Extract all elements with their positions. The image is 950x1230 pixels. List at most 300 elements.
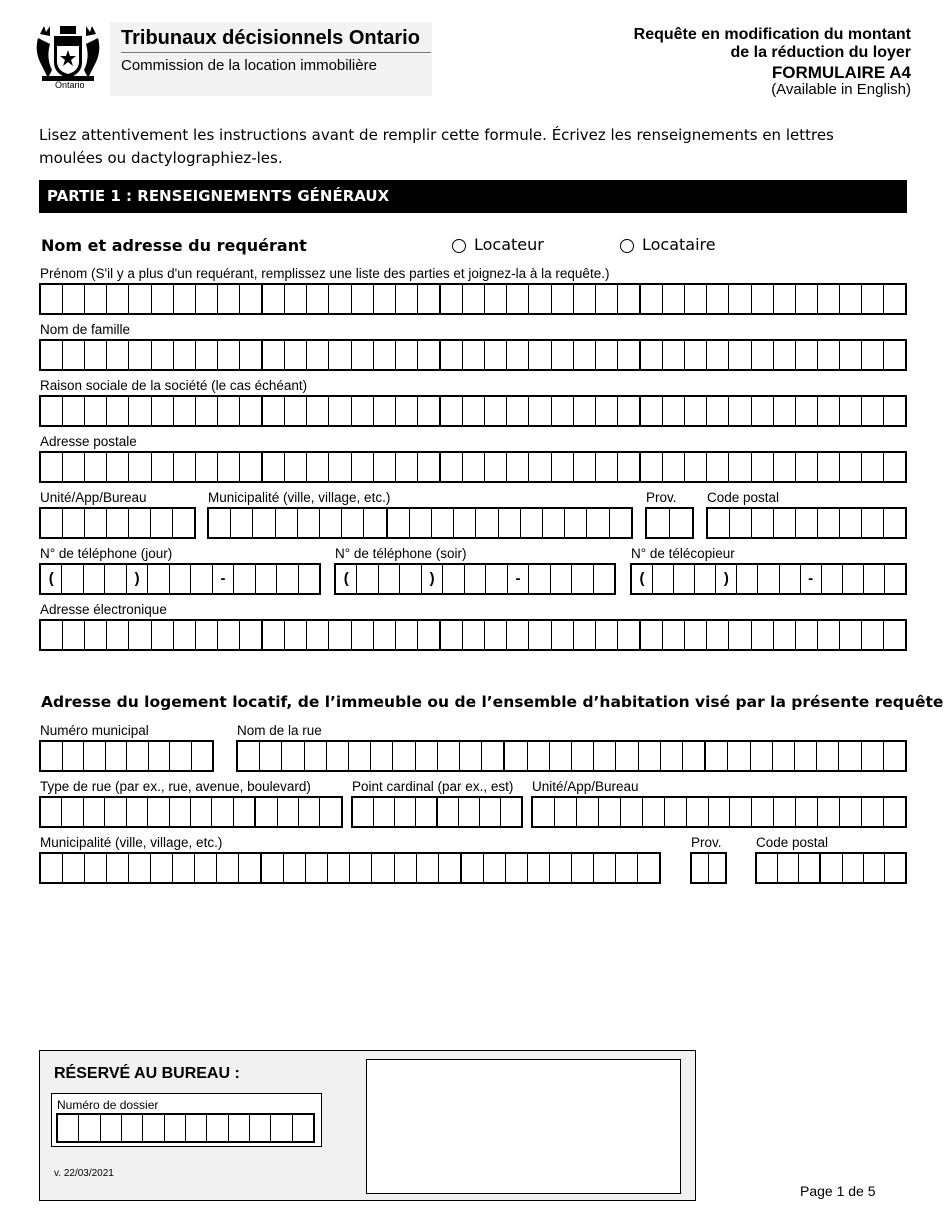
character-box[interactable] [352, 621, 374, 649]
character-box[interactable] [336, 565, 357, 593]
character-box[interactable] [62, 798, 83, 826]
character-box[interactable] [63, 341, 85, 369]
character-box[interactable] [285, 621, 307, 649]
character-box[interactable] [209, 509, 231, 537]
character-box[interactable] [127, 742, 149, 770]
character-box[interactable] [840, 397, 862, 425]
character-box[interactable] [63, 509, 85, 537]
character-box[interactable] [416, 742, 438, 770]
character-box[interactable] [552, 621, 574, 649]
character-box[interactable] [708, 509, 730, 537]
character-box[interactable] [349, 742, 371, 770]
character-box[interactable] [840, 453, 862, 481]
character-box[interactable] [256, 798, 277, 826]
fax-field[interactable] [630, 563, 907, 595]
character-box[interactable] [240, 621, 263, 649]
character-box[interactable] [594, 742, 616, 770]
character-box[interactable] [170, 798, 191, 826]
character-box[interactable] [418, 397, 441, 425]
character-box[interactable] [685, 285, 707, 313]
character-box[interactable] [885, 565, 905, 593]
character-box[interactable] [485, 341, 507, 369]
character-box[interactable] [152, 341, 174, 369]
character-box[interactable] [410, 509, 432, 537]
character-box[interactable] [621, 798, 643, 826]
character-box[interactable] [41, 798, 62, 826]
character-box[interactable] [730, 509, 752, 537]
character-box[interactable] [485, 397, 507, 425]
character-box[interactable] [752, 453, 774, 481]
character-box[interactable] [299, 565, 319, 593]
character-box[interactable] [379, 565, 400, 593]
character-box[interactable] [63, 854, 85, 882]
character-box[interactable] [85, 341, 107, 369]
character-box[interactable] [795, 742, 817, 770]
phone-day-field[interactable] [39, 563, 321, 595]
character-box[interactable] [683, 742, 706, 770]
character-box[interactable] [751, 742, 773, 770]
character-box[interactable] [884, 341, 905, 369]
character-box[interactable] [263, 285, 285, 313]
character-box[interactable] [416, 798, 438, 826]
character-box[interactable] [107, 341, 129, 369]
character-box[interactable] [400, 565, 421, 593]
character-box[interactable] [506, 854, 528, 882]
character-box[interactable] [462, 854, 484, 882]
character-box[interactable] [418, 341, 441, 369]
character-box[interactable] [393, 742, 415, 770]
character-box[interactable] [352, 453, 374, 481]
character-box[interactable] [240, 285, 263, 313]
character-box[interactable] [85, 509, 107, 537]
character-box[interactable] [307, 341, 329, 369]
street-number-field[interactable] [39, 740, 214, 772]
province-field[interactable] [645, 507, 694, 539]
character-box[interactable] [862, 621, 884, 649]
character-box[interactable] [459, 798, 480, 826]
character-box[interactable] [174, 285, 196, 313]
character-box[interactable] [238, 742, 260, 770]
character-box[interactable] [129, 621, 151, 649]
character-box[interactable] [501, 798, 521, 826]
character-box[interactable] [107, 285, 129, 313]
character-box[interactable] [707, 621, 729, 649]
character-box[interactable] [674, 565, 695, 593]
character-box[interactable] [105, 565, 126, 593]
character-box[interactable] [165, 1115, 186, 1141]
character-box[interactable] [529, 341, 551, 369]
character-box[interactable] [307, 285, 329, 313]
character-box[interactable] [565, 509, 587, 537]
character-box[interactable] [62, 565, 83, 593]
character-box[interactable] [729, 341, 751, 369]
character-box[interactable] [663, 453, 685, 481]
character-box[interactable] [505, 742, 527, 770]
character-box[interactable] [441, 341, 463, 369]
character-box[interactable] [396, 453, 418, 481]
character-box[interactable] [550, 854, 572, 882]
character-box[interactable] [352, 285, 374, 313]
character-box[interactable] [443, 565, 464, 593]
character-box[interactable] [822, 565, 843, 593]
character-box[interactable] [374, 397, 396, 425]
municipality-field[interactable] [207, 507, 633, 539]
character-box[interactable] [484, 854, 506, 882]
character-box[interactable] [250, 1115, 271, 1141]
character-box[interactable] [234, 798, 256, 826]
character-box[interactable] [774, 798, 796, 826]
character-box[interactable] [885, 854, 905, 882]
character-box[interactable] [218, 285, 240, 313]
character-box[interactable] [196, 285, 218, 313]
character-box[interactable] [463, 341, 485, 369]
character-box[interactable] [463, 621, 485, 649]
character-box[interactable] [107, 453, 129, 481]
character-box[interactable] [441, 397, 463, 425]
character-box[interactable] [552, 397, 574, 425]
character-box[interactable] [774, 285, 796, 313]
character-box[interactable] [352, 341, 374, 369]
character-box[interactable] [320, 798, 340, 826]
character-box[interactable] [152, 285, 174, 313]
character-box[interactable] [884, 397, 905, 425]
character-box[interactable] [840, 341, 862, 369]
character-box[interactable] [107, 509, 129, 537]
character-box[interactable] [41, 453, 63, 481]
character-box[interactable] [329, 285, 351, 313]
character-box[interactable] [529, 285, 551, 313]
character-box[interactable] [352, 397, 374, 425]
character-box[interactable] [84, 565, 105, 593]
character-box[interactable] [729, 621, 751, 649]
character-box[interactable] [641, 453, 663, 481]
character-box[interactable] [663, 621, 685, 649]
tenant-radio[interactable] [620, 239, 634, 253]
character-box[interactable] [821, 854, 842, 882]
character-box[interactable] [752, 285, 774, 313]
character-box[interactable] [107, 854, 129, 882]
character-box[interactable] [432, 509, 454, 537]
character-box[interactable] [293, 1115, 313, 1141]
character-box[interactable] [41, 397, 63, 425]
unit-field[interactable] [39, 507, 196, 539]
character-box[interactable] [148, 798, 169, 826]
character-box[interactable] [328, 854, 350, 882]
character-box[interactable] [796, 509, 818, 537]
character-box[interactable] [374, 285, 396, 313]
character-box[interactable] [587, 509, 609, 537]
character-box[interactable] [357, 565, 378, 593]
character-box[interactable] [329, 341, 351, 369]
character-box[interactable] [441, 621, 463, 649]
character-box[interactable] [396, 397, 418, 425]
character-box[interactable] [231, 509, 253, 537]
character-box[interactable] [618, 397, 641, 425]
character-box[interactable] [465, 565, 486, 593]
character-box[interactable] [661, 742, 683, 770]
character-box[interactable] [127, 565, 148, 593]
character-box[interactable] [174, 621, 196, 649]
character-box[interactable] [707, 397, 729, 425]
character-box[interactable] [533, 798, 555, 826]
character-box[interactable] [596, 453, 618, 481]
character-box[interactable] [395, 854, 417, 882]
character-box[interactable] [285, 285, 307, 313]
character-box[interactable] [818, 509, 840, 537]
character-box[interactable] [129, 854, 151, 882]
character-box[interactable] [596, 285, 618, 313]
character-box[interactable] [482, 742, 505, 770]
character-box[interactable] [529, 397, 551, 425]
character-box[interactable] [186, 1115, 207, 1141]
character-box[interactable] [543, 509, 565, 537]
character-box[interactable] [191, 798, 212, 826]
character-box[interactable] [463, 285, 485, 313]
mailing-address-field[interactable] [39, 451, 907, 483]
character-box[interactable] [152, 621, 174, 649]
character-box[interactable] [618, 621, 641, 649]
character-box[interactable] [864, 854, 885, 882]
character-box[interactable] [285, 397, 307, 425]
character-box[interactable] [695, 565, 716, 593]
character-box[interactable] [63, 397, 85, 425]
character-box[interactable] [552, 341, 574, 369]
character-box[interactable] [641, 341, 663, 369]
character-box[interactable] [685, 453, 707, 481]
character-box[interactable] [663, 341, 685, 369]
character-box[interactable] [618, 453, 641, 481]
character-box[interactable] [480, 798, 501, 826]
character-box[interactable] [129, 509, 151, 537]
character-box[interactable] [262, 854, 284, 882]
character-box[interactable] [796, 397, 818, 425]
character-box[interactable] [818, 285, 840, 313]
character-box[interactable] [707, 453, 729, 481]
character-box[interactable] [418, 285, 441, 313]
character-box[interactable] [577, 798, 599, 826]
character-box[interactable] [263, 397, 285, 425]
character-box[interactable] [106, 742, 128, 770]
character-box[interactable] [692, 854, 709, 882]
character-box[interactable] [63, 742, 85, 770]
character-box[interactable] [574, 453, 596, 481]
character-box[interactable] [388, 509, 410, 537]
character-box[interactable] [282, 742, 304, 770]
character-box[interactable] [218, 397, 240, 425]
character-box[interactable] [507, 453, 529, 481]
character-box[interactable] [285, 453, 307, 481]
character-box[interactable] [843, 854, 864, 882]
character-box[interactable] [507, 397, 529, 425]
character-box[interactable] [884, 285, 905, 313]
character-box[interactable] [143, 1115, 164, 1141]
character-box[interactable] [550, 742, 572, 770]
character-box[interactable] [687, 798, 709, 826]
character-box[interactable] [796, 341, 818, 369]
character-box[interactable] [374, 453, 396, 481]
character-box[interactable] [240, 453, 263, 481]
character-box[interactable] [263, 341, 285, 369]
character-box[interactable] [574, 621, 596, 649]
character-box[interactable] [174, 341, 196, 369]
rental-unit-field[interactable] [531, 796, 907, 828]
character-box[interactable] [418, 453, 441, 481]
character-box[interactable] [862, 453, 884, 481]
character-box[interactable] [85, 397, 107, 425]
character-box[interactable] [507, 285, 529, 313]
character-box[interactable] [596, 621, 618, 649]
character-box[interactable] [796, 285, 818, 313]
character-box[interactable] [207, 1115, 228, 1141]
character-box[interactable] [63, 285, 85, 313]
character-box[interactable] [58, 1115, 79, 1141]
character-box[interactable] [152, 453, 174, 481]
character-box[interactable] [422, 565, 443, 593]
character-box[interactable] [277, 565, 298, 593]
character-box[interactable] [507, 341, 529, 369]
character-box[interactable] [107, 621, 129, 649]
character-box[interactable] [299, 798, 320, 826]
character-box[interactable] [396, 285, 418, 313]
direction-field[interactable] [351, 796, 523, 828]
character-box[interactable] [594, 565, 614, 593]
character-box[interactable] [196, 397, 218, 425]
character-box[interactable] [706, 742, 728, 770]
character-box[interactable] [862, 341, 884, 369]
character-box[interactable] [818, 621, 840, 649]
character-box[interactable] [438, 742, 460, 770]
character-box[interactable] [454, 509, 476, 537]
landlord-radio[interactable] [452, 239, 466, 253]
character-box[interactable] [374, 621, 396, 649]
last-name-field[interactable] [39, 339, 907, 371]
character-box[interactable] [278, 798, 299, 826]
character-box[interactable] [218, 453, 240, 481]
character-box[interactable] [320, 509, 342, 537]
character-box[interactable] [307, 453, 329, 481]
character-box[interactable] [438, 798, 459, 826]
character-box[interactable] [774, 341, 796, 369]
character-box[interactable] [253, 509, 275, 537]
character-box[interactable] [329, 453, 351, 481]
company-name-field[interactable] [39, 395, 907, 427]
character-box[interactable] [884, 509, 905, 537]
character-box[interactable] [685, 397, 707, 425]
character-box[interactable] [616, 742, 638, 770]
character-box[interactable] [796, 798, 818, 826]
character-box[interactable] [638, 854, 659, 882]
character-box[interactable] [780, 565, 801, 593]
character-box[interactable] [149, 742, 171, 770]
character-box[interactable] [618, 341, 641, 369]
character-box[interactable] [342, 509, 364, 537]
character-box[interactable] [240, 341, 263, 369]
character-box[interactable] [528, 742, 550, 770]
character-box[interactable] [839, 742, 861, 770]
character-box[interactable] [84, 742, 106, 770]
character-box[interactable] [364, 509, 387, 537]
character-box[interactable] [572, 742, 594, 770]
character-box[interactable] [256, 565, 277, 593]
character-box[interactable] [552, 285, 574, 313]
character-box[interactable] [653, 565, 674, 593]
character-box[interactable] [196, 341, 218, 369]
character-box[interactable] [353, 798, 374, 826]
character-box[interactable] [460, 742, 482, 770]
character-box[interactable] [439, 854, 462, 882]
character-box[interactable] [298, 509, 320, 537]
rental-postal-code-field[interactable] [755, 852, 907, 884]
character-box[interactable] [101, 1115, 122, 1141]
character-box[interactable] [234, 565, 255, 593]
character-box[interactable] [217, 854, 239, 882]
character-box[interactable] [774, 621, 796, 649]
character-box[interactable] [276, 509, 298, 537]
street-type-field[interactable] [39, 796, 343, 828]
character-box[interactable] [212, 798, 233, 826]
character-box[interactable] [41, 509, 63, 537]
character-box[interactable] [840, 798, 862, 826]
character-box[interactable] [372, 854, 394, 882]
character-box[interactable] [752, 341, 774, 369]
character-box[interactable] [173, 854, 195, 882]
character-box[interactable] [716, 565, 737, 593]
character-box[interactable] [843, 565, 864, 593]
character-box[interactable] [499, 509, 521, 537]
character-box[interactable] [371, 742, 393, 770]
character-box[interactable] [329, 397, 351, 425]
character-box[interactable] [240, 397, 263, 425]
character-box[interactable] [528, 854, 550, 882]
character-box[interactable] [41, 621, 63, 649]
character-box[interactable] [594, 854, 616, 882]
character-box[interactable] [730, 798, 752, 826]
character-box[interactable] [441, 453, 463, 481]
character-box[interactable] [263, 453, 285, 481]
character-box[interactable] [529, 621, 551, 649]
character-box[interactable] [350, 854, 372, 882]
character-box[interactable] [85, 285, 107, 313]
character-box[interactable] [485, 453, 507, 481]
character-box[interactable] [778, 854, 799, 882]
character-box[interactable] [271, 1115, 292, 1141]
character-box[interactable] [41, 341, 63, 369]
character-box[interactable] [709, 854, 725, 882]
character-box[interactable] [632, 565, 653, 593]
character-box[interactable] [596, 341, 618, 369]
character-box[interactable] [327, 742, 349, 770]
character-box[interactable] [574, 285, 596, 313]
character-box[interactable] [285, 341, 307, 369]
character-box[interactable] [63, 453, 85, 481]
character-box[interactable] [670, 509, 692, 537]
character-box[interactable] [647, 509, 670, 537]
character-box[interactable] [840, 509, 862, 537]
character-box[interactable] [884, 798, 905, 826]
character-box[interactable] [862, 509, 884, 537]
character-box[interactable] [129, 341, 151, 369]
character-box[interactable] [774, 509, 796, 537]
character-box[interactable] [263, 621, 285, 649]
character-box[interactable] [618, 285, 641, 313]
character-box[interactable] [729, 453, 751, 481]
character-box[interactable] [840, 285, 862, 313]
character-box[interactable] [417, 854, 439, 882]
character-box[interactable] [864, 565, 885, 593]
character-box[interactable] [329, 621, 351, 649]
character-box[interactable] [663, 397, 685, 425]
character-box[interactable] [129, 453, 151, 481]
